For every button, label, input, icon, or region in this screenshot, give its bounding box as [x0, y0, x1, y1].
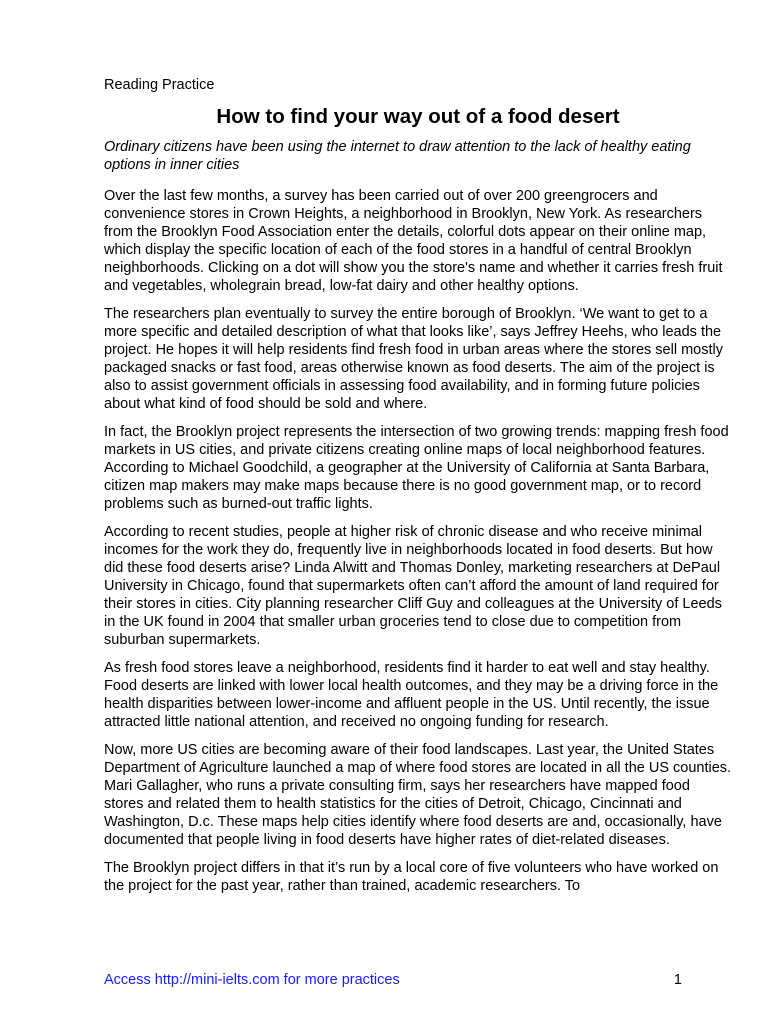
- paragraph-1: Over the last few months, a survey has been carried out of over 200 greengrocers and convenience stores in Crown Heights, a neighborhood in Brooklyn, New York. As researchers from the Brooklyn Food Association enter the details, colorful dots appear on their online map, which display the specific location of each of the food stores in a handful of central Brooklyn neighborhoods. Clicking on a dot will show you the store's name and whether it carries fresh fruit and vegetables, wholegrain bread, low-fat dairy and other healthy options.: [104, 188, 723, 294]
- paragraph-6: Now, more US cities are becoming aware of their food landscapes. Last year, the United States Department of Agriculture launched a map of where food stores are located in all the US counties. Mari Gallagher, who runs a private consulting firm, says her researchers have mapped food stores and related them to health statistics for the cities of Detroit, Chicago, Cincinnati and Washington, D.c. These maps help cities identify where food deserts are and, occasionally, have documented that people living in food deserts have higher rates of diet-related diseases.: [104, 742, 732, 848]
- paragraph-3: In fact, the Brooklyn project represents the intersection of two growing trends: mapping fresh food markets in US cities, and private citizens creating online maps of local neighborhood features. According to Michael Goodchild, a geographer at the University of California at Santa Barbara, citizen map makers may make maps because there is no good government map, or to record problems such as burned-out traffic lights.: [104, 424, 729, 512]
- footer-link[interactable]: Access http://mini-ielts.com for more practices: [104, 972, 400, 988]
- paragraph-5: As fresh food stores leave a neighborhood, residents find it harder to eat well and stay healthy. Food deserts are linked with lower local health outcomes, and they may be a driving force in the health disparities between lower-income and affluent people in the US. Until recently, the issue attracted little national attention, and received no ongoing funding for research.: [104, 660, 719, 730]
- paragraph-7: The Brooklyn project differs in that it’s run by a local core of five volunteers who have worked on the project for the past year, rather than trained, academic researchers. To: [104, 860, 719, 894]
- document-page: [104, 76, 732, 905]
- header-label: Reading Practice: [104, 77, 215, 93]
- article-subtitle: Ordinary citizens have been using the internet to draw attention to the lack of healthy eating options in inner cities: [104, 139, 691, 173]
- paragraph-2: The researchers plan eventually to survey the entire borough of Brooklyn. ‘We want to get to a more specific and detailed description of what that looks like’, says Jeffrey Heehs, who leads the project. He hopes it will help residents find fresh food in urban areas where the stores sell mostly packaged snacks or fast food, areas otherwise known as food deserts. The aim of the project is also to assist government officials in assessing food availability, and in forming future policies about what kind of food should be sold and where.: [104, 306, 723, 412]
- article-title: How to find your way out of a food desert: [216, 105, 620, 128]
- paragraph-4: According to recent studies, people at higher risk of chronic disease and who receive minimal incomes for the work they do, frequently live in neighborhoods located in food deserts. But how did these food deserts arise? Linda Alwitt and Thomas Donley, marketing researchers at DePaul University in Chicago, found that supermarkets often can’t afford the amount of land required for their stores in cities. City planning researcher Cliff Guy and colleagues at the University of Leeds in the UK found in 2004 that smaller urban groceries tend to close due to competition from suburban supermarkets.: [104, 524, 722, 648]
- page-number: 1: [673, 972, 682, 988]
- page-footer: [104, 971, 682, 989]
